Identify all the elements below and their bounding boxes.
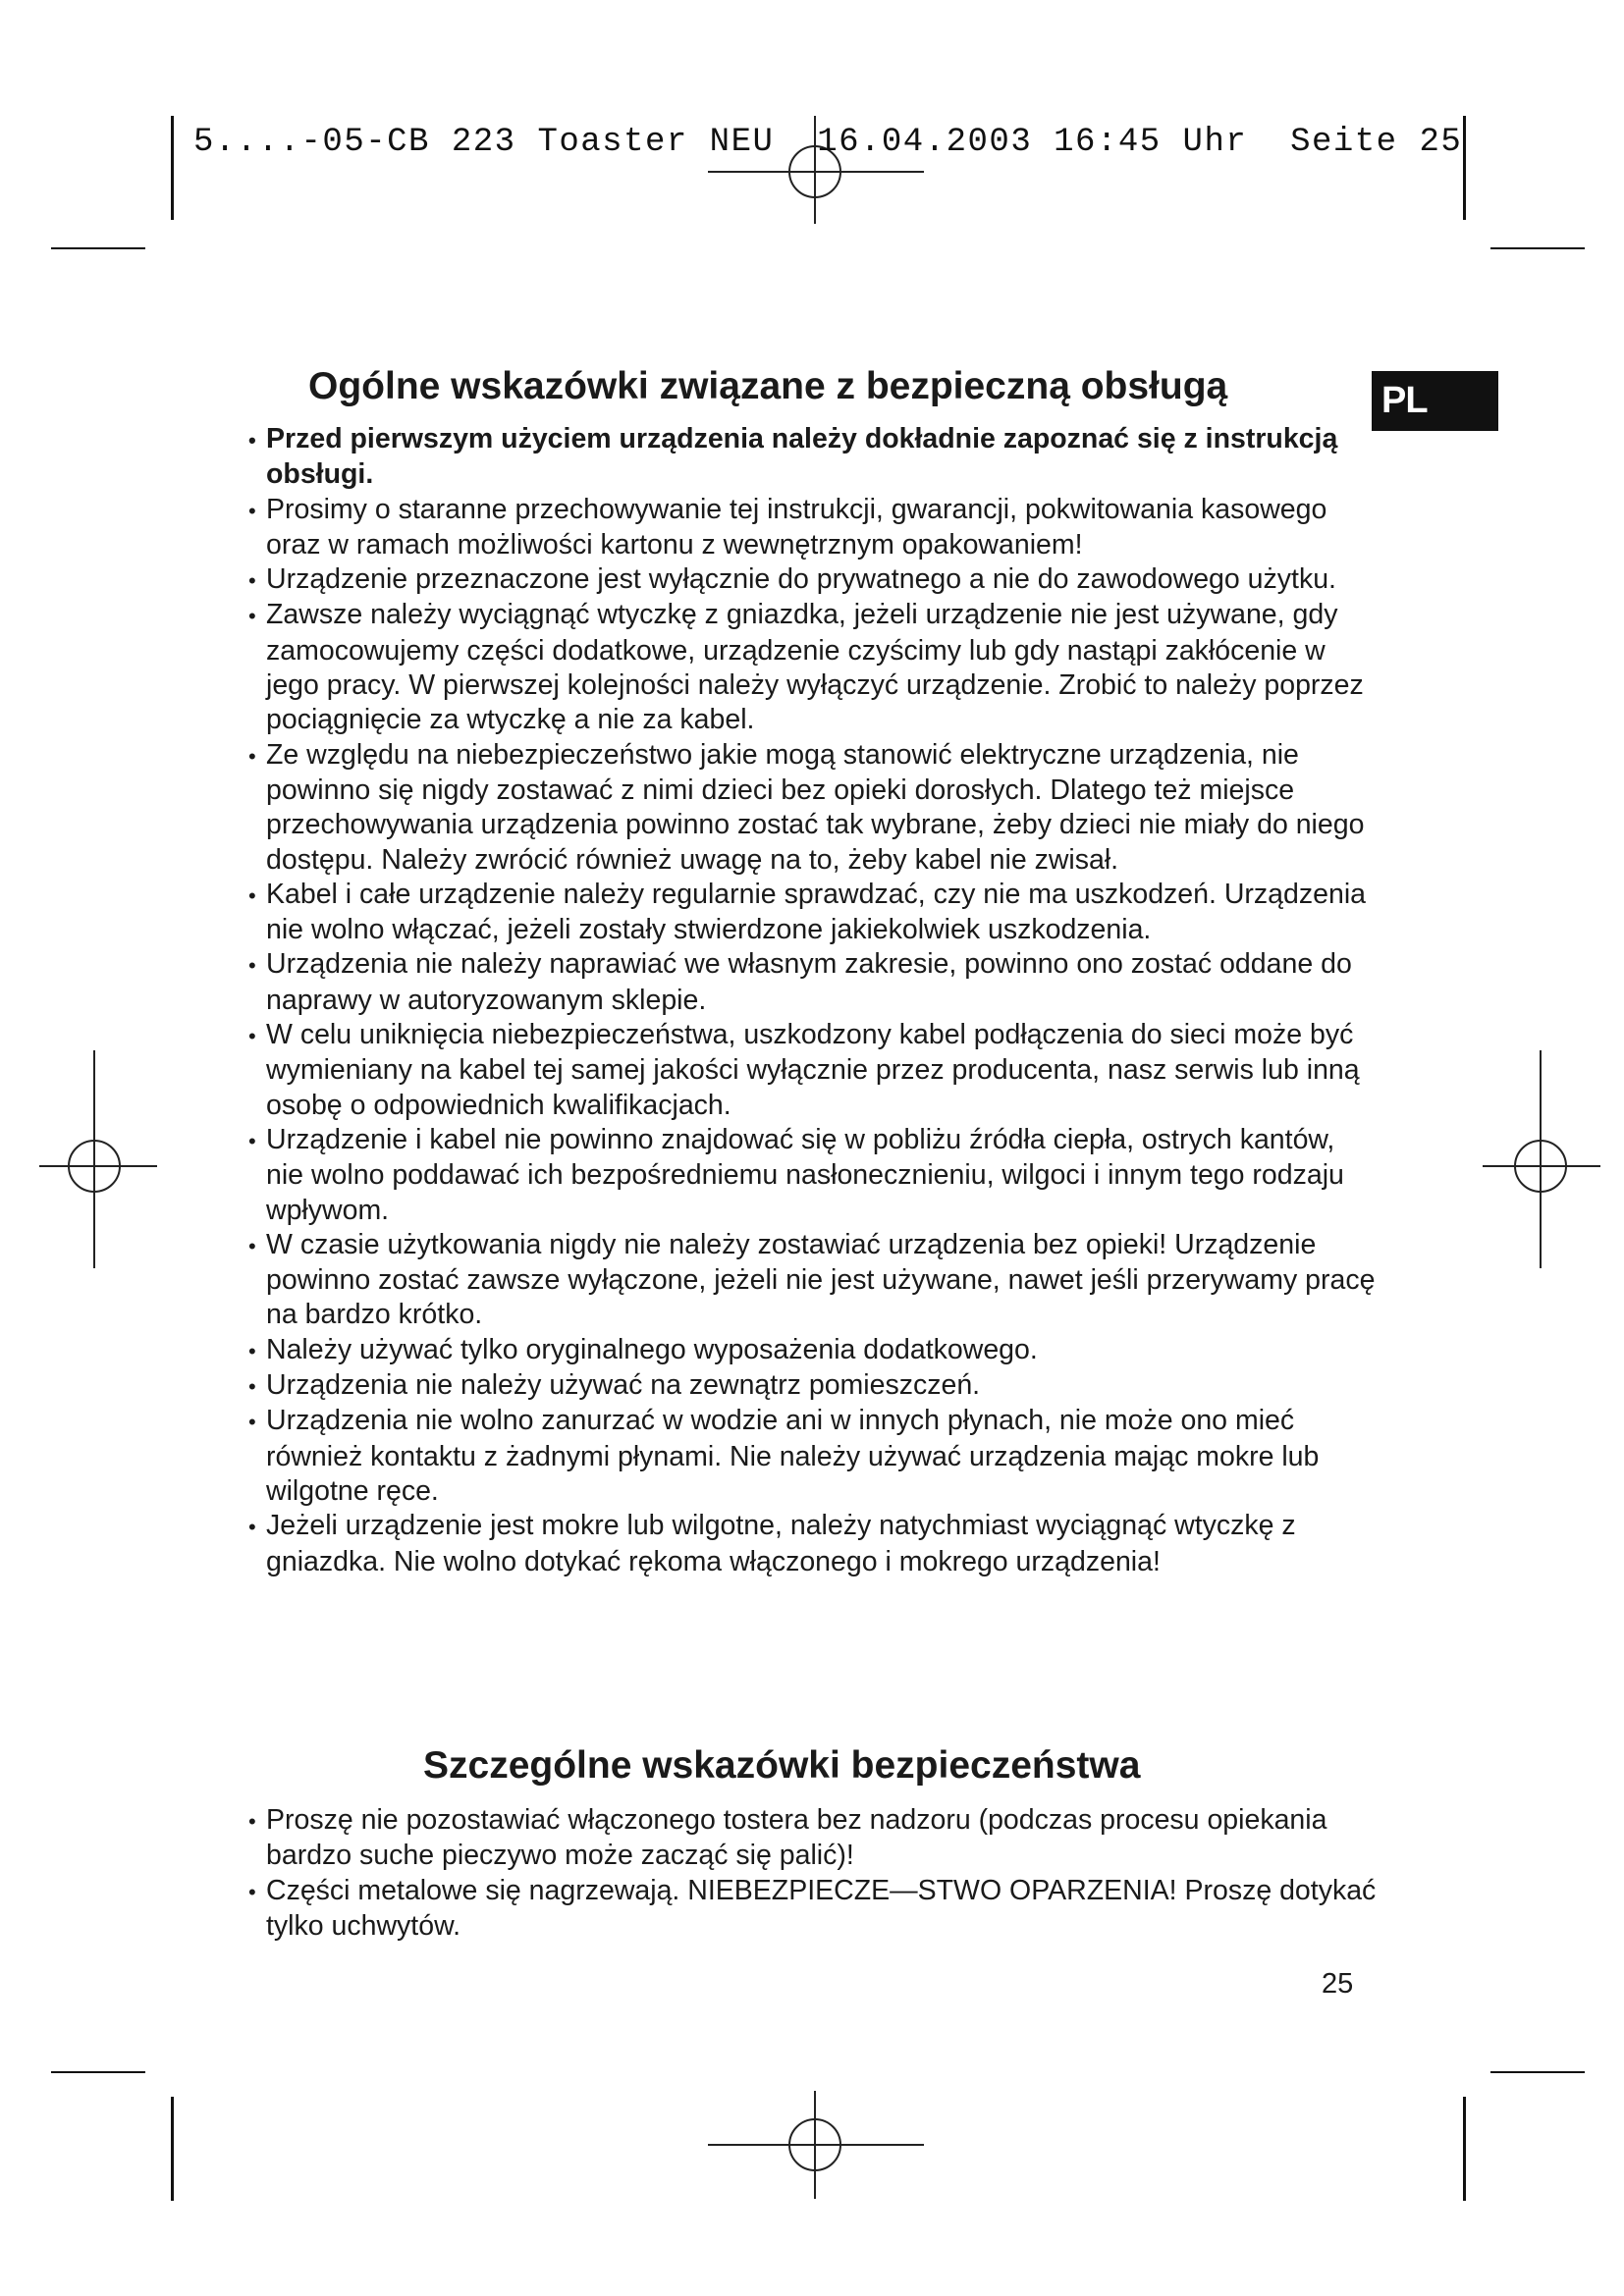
list-item: • Ze względu na niebezpieczeństwo jakie mogą stanowić elektryczne urządzenia, nie powinno się nigdy zostawać z nimi dzieci bez opieki dorosłych. Dlatego też miejsce przechowywania urządzenia powinno zostać tak wybrane, żeby dzieci nie miały do niego dostępu. Należy zwrócić również uwagę na to, żeby kabel nie zwisał. bbox=[248, 738, 1378, 878]
section-heading: Szczególne wskazówki bezpieczeństwa bbox=[423, 1744, 1141, 1787]
list-item: • Urządzenia nie należy używać na zewnątrz pomieszczeń. bbox=[248, 1368, 1378, 1404]
crop-mark bbox=[51, 2071, 145, 2073]
language-badge: PL bbox=[1372, 371, 1498, 431]
crop-mark bbox=[1490, 2071, 1585, 2073]
list-item: • Jeżeli urządzenie jest mokre lub wilgotne, należy natychmiast wyciągnąć wtyczkę z gniazdka. Nie wolno dotykać rękoma włączonego i mokrego urządzenia! bbox=[248, 1509, 1378, 1579]
page-number: 25 bbox=[1322, 1968, 1354, 2000]
print-slug: 5....-05-CB 223 Toaster NEU 16.04.2003 16:45 Uhr Seite 25 bbox=[193, 124, 1463, 161]
list-item: • Urządzenia nie wolno zanurzać w wodzie ani w innych płynach, nie może ono mieć również kontaktu z żadnymi płynami. Nie należy używać urządzenia mając mokre lub wilgotne ręce. bbox=[248, 1404, 1378, 1509]
crop-mark bbox=[1463, 2097, 1466, 2201]
list-item: • Części metalowe się nagrzewają. NIEBEZPIECZE—STWO OPARZENIA! Proszę dotykać tylko uchwytów. bbox=[248, 1874, 1378, 1945]
list-item: • Należy używać tylko oryginalnego wyposażenia dodatkowego. bbox=[248, 1333, 1378, 1368]
registration-mark-left bbox=[39, 1050, 157, 1268]
list-item: • Proszę nie pozostawiać włączonego tostera bez nadzoru (podczas procesu opiekania bardzo suche pieczywo może zacząć się palić)! bbox=[248, 1803, 1378, 1874]
list-item: • Kabel i całe urządzenie należy regularnie sprawdzać, czy nie ma uszkodzeń. Urządzenia nie wolno włączać, jeżeli zostały stwierdzone jakiekolwiek uszkodzenia. bbox=[248, 878, 1378, 948]
list-item: • Przed pierwszym użyciem urządzenia należy dokładnie zapoznać się z instrukcją obsługi. bbox=[248, 422, 1378, 493]
list-item: • Prosimy o staranne przechowywanie tej instrukcji, gwarancji, pokwitowania kasowego oraz w ramach możliwości kartonu z wewnętrznym opakowaniem! bbox=[248, 493, 1378, 563]
list-item: • Urządzenia nie należy naprawiać we własnym zakresie, powinno ono zostać oddane do naprawy w autoryzowanym sklepie. bbox=[248, 947, 1378, 1018]
crop-mark bbox=[1490, 247, 1585, 249]
registration-mark-right bbox=[1483, 1050, 1600, 1268]
safety-list-special bbox=[248, 1803, 1378, 1944]
safety-list-general bbox=[248, 422, 1378, 1579]
list-item: • Urządzenie przeznaczone jest wyłącznie do prywatnego a nie do zawodowego użytku. bbox=[248, 562, 1378, 598]
crop-mark bbox=[171, 116, 174, 220]
list-item: • Urządzenie i kabel nie powinno znajdować się w pobliżu źródła ciepła, ostrych kantów, nie wolno poddawać ich bezpośredniemu nasłonecznieniu, wilgoci i innym tego rodzaju wpływom. bbox=[248, 1123, 1378, 1228]
list-item: • Zawsze należy wyciągnąć wtyczkę z gniazdka, jeżeli urządzenie nie jest używane, gdy zamocowujemy części dodatkowe, urządzenie czyścimy lub gdy nastąpi zakłócenie w jego pracy. W pierwszej kolejności należy wyłączyć urządzenie. Zrobić to należy poprzez pociągnięcie za wtyczkę a nie za kabel. bbox=[248, 598, 1378, 737]
crop-mark bbox=[51, 247, 145, 249]
list-item: • W celu uniknięcia niebezpieczeństwa, uszkodzony kabel podłączenia do sieci może być wymieniany na kabel tej samej jakości wyłącznie przez producenta, nasz serwis lub inną osobę o odpowiednich kwalifikacjach. bbox=[248, 1018, 1378, 1123]
section-heading: Ogólne wskazówki związane z bezpieczną obsługą bbox=[308, 365, 1228, 407]
list-item: • W czasie użytkowania nigdy nie należy zostawiać urządzenia bez opieki! Urządzenie powinno zostać zawsze wyłączone, jeżeli nie jest używane, nawet jeśli przerywamy pracę na bardzo krótko. bbox=[248, 1228, 1378, 1333]
crop-mark bbox=[1463, 116, 1466, 220]
registration-mark-bottom bbox=[708, 2091, 924, 2199]
crop-mark bbox=[171, 2097, 174, 2201]
